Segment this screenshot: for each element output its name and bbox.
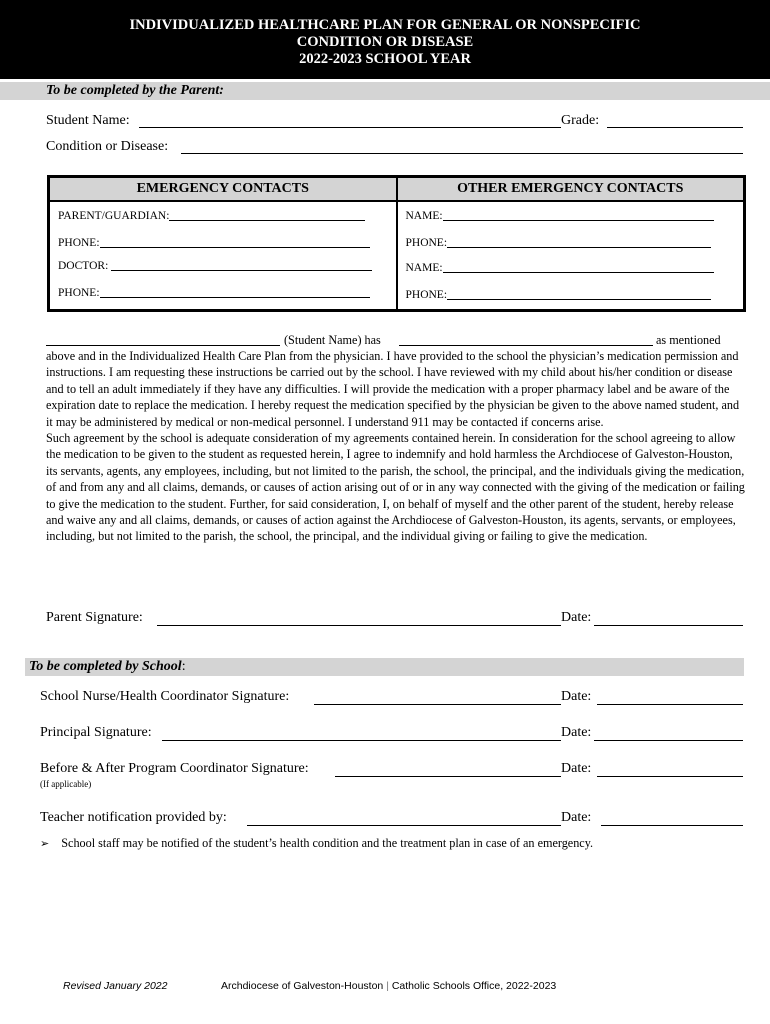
parent-guardian-label: PARENT/GUARDIAN: [58,210,170,222]
principal-date-field[interactable] [594,740,743,741]
agreement-student-name-suffix: (Student Name) has [284,333,381,347]
student-name-label: Student Name: [46,113,130,128]
contact-row[interactable] [50,203,396,230]
teacher-notification-label: Teacher notification provided by: [40,810,227,825]
arrow-bullet-icon: ➢ [40,837,50,850]
doctor-phone-field[interactable] [100,283,370,298]
other-phone-label-1: PHONE: [405,237,448,249]
staff-notification-text: School staff may be notified of the student’s health condition and the treatment plan in case of an emergency. [61,836,594,850]
parent-section-title: To be completed by the Parent: [46,83,224,98]
contact-row[interactable] [398,282,744,309]
contact-row[interactable] [50,253,396,280]
other-emergency-contacts-column [397,201,745,311]
contact-row[interactable] [398,230,744,257]
emergency-contacts-column [49,201,397,311]
contact-row[interactable] [398,255,744,282]
school-section-title-text: To be completed by School [29,659,182,674]
parent-date-label: Date: [561,610,592,625]
document-header [0,0,770,79]
principal-signature-field[interactable] [162,740,561,741]
other-phone-field-1[interactable] [447,233,711,248]
agreement-mentioned-text: as mentioned [656,333,721,347]
parent-signature-field[interactable] [157,625,561,626]
footer-org-name: Archdiocese of Galveston-Houston [221,980,384,992]
doctor-phone-label: PHONE: [58,287,100,299]
agreement-text [46,348,746,545]
agreement-student-name-field[interactable] [46,345,280,346]
footer-separator: | [386,980,389,992]
footer-office: Catholic Schools Office, 2022-2023 [391,980,557,992]
nurse-signature-field[interactable] [314,704,561,705]
teacher-date-field[interactable] [601,825,743,826]
doctor-label: DOCTOR: [58,260,112,272]
nurse-date-field[interactable] [597,704,743,705]
coordinator-signature-label: Before & After Program Coordinator Signature: [40,761,309,776]
contact-row[interactable] [50,280,396,307]
other-name-field-1[interactable] [443,206,714,221]
condition-field[interactable] [181,153,743,154]
other-phone-label-2: PHONE: [405,289,448,301]
principal-date-label: Date: [561,725,592,740]
header-school-year: 2022-2023 SCHOOL YEAR [299,51,471,67]
other-name-label-1: NAME: [405,210,443,222]
teacher-date-label: Date: [561,810,592,825]
parent-phone-label: PHONE: [58,237,100,249]
other-emergency-contacts-header: OTHER EMERGENCY CONTACTS [397,177,745,202]
footer-revised: Revised January 2022 [63,980,168,992]
nurse-signature-label: School Nurse/Health Coordinator Signature: [40,689,290,704]
emergency-contacts-header: EMERGENCY CONTACTS [49,177,397,202]
student-name-field[interactable] [139,127,561,128]
if-applicable-note: (If applicable) [40,779,92,789]
other-phone-field-2[interactable] [447,285,711,300]
parent-phone-field[interactable] [100,233,370,248]
contact-row[interactable] [398,203,744,230]
principal-signature-label: Principal Signature: [40,725,152,740]
coordinator-signature-field[interactable] [335,776,561,777]
condition-label: Condition or Disease: [46,139,169,154]
header-title-line1: INDIVIDUALIZED HEALTHCARE PLAN FOR GENERAL OR NONSPECIFIC [129,17,641,33]
header-title-line2: CONDITION OR DISEASE [296,34,474,50]
other-name-field-2[interactable] [443,258,714,273]
doctor-field[interactable] [111,256,372,271]
school-section-title [29,658,186,676]
grade-label: Grade: [561,113,600,128]
coordinator-date-label: Date: [561,761,592,776]
grade-field[interactable] [607,127,743,128]
coordinator-date-field[interactable] [597,776,743,777]
emergency-contacts-table [47,175,746,312]
parent-guardian-field[interactable] [169,206,365,221]
agreement-paragraph-2: Such agreement by the school is adequate consideration of my agreements contained herein. In consideration for the school agreeing to allow the medication to be given to the student as requested herein, I agree to indemnify and hold harmless the Archdiocese of Galveston-Houston, its servants, agents, any employees, including, but not limited to the parish, the school, the principal, and the individuals giving the medication, of and from any and all claims, demands, or causes of action arising out of or in any way connected with the giving of the medication or failing to give the medication to the student. Further, for said consideration, I, on behalf of myself and the other parent of the student, hereby release and waive any and all claims, demands, or causes of action against the Archdiocese of Galveston-Houston, its agents, servants, or employees, including, but not limited to the parish, the school, the principal, and the individual giving or failing to give the medication. [46,431,745,544]
agreement-condition-field[interactable] [399,345,653,346]
parent-date-field[interactable] [594,625,743,626]
staff-notification-note [40,834,593,853]
other-name-label-2: NAME: [405,262,443,274]
teacher-notification-field[interactable] [247,825,561,826]
nurse-date-label: Date: [561,689,592,704]
footer-organization [221,980,556,992]
agreement-paragraph-1: above and in the Individualized Health Care Plan from the physician. I have provided to the school the physician’s medication permission and instructions. I am requesting these instructions be carried out by the school. I have reviewed with my child about his/her condition or disease and to tell an adult immediately if they have any difficulties. I will provide the medication with a proper pharmacy label and be aware of the expiration date to replace the medication. I hereby request the medication specified by the physician be given to the above named student, and it may be administered by medical or non-medical personnel. I understand 911 may be contacted if concerns arise. [46,349,740,429]
school-section-title-colon: : [181,659,186,674]
parent-signature-label: Parent Signature: [46,610,143,625]
